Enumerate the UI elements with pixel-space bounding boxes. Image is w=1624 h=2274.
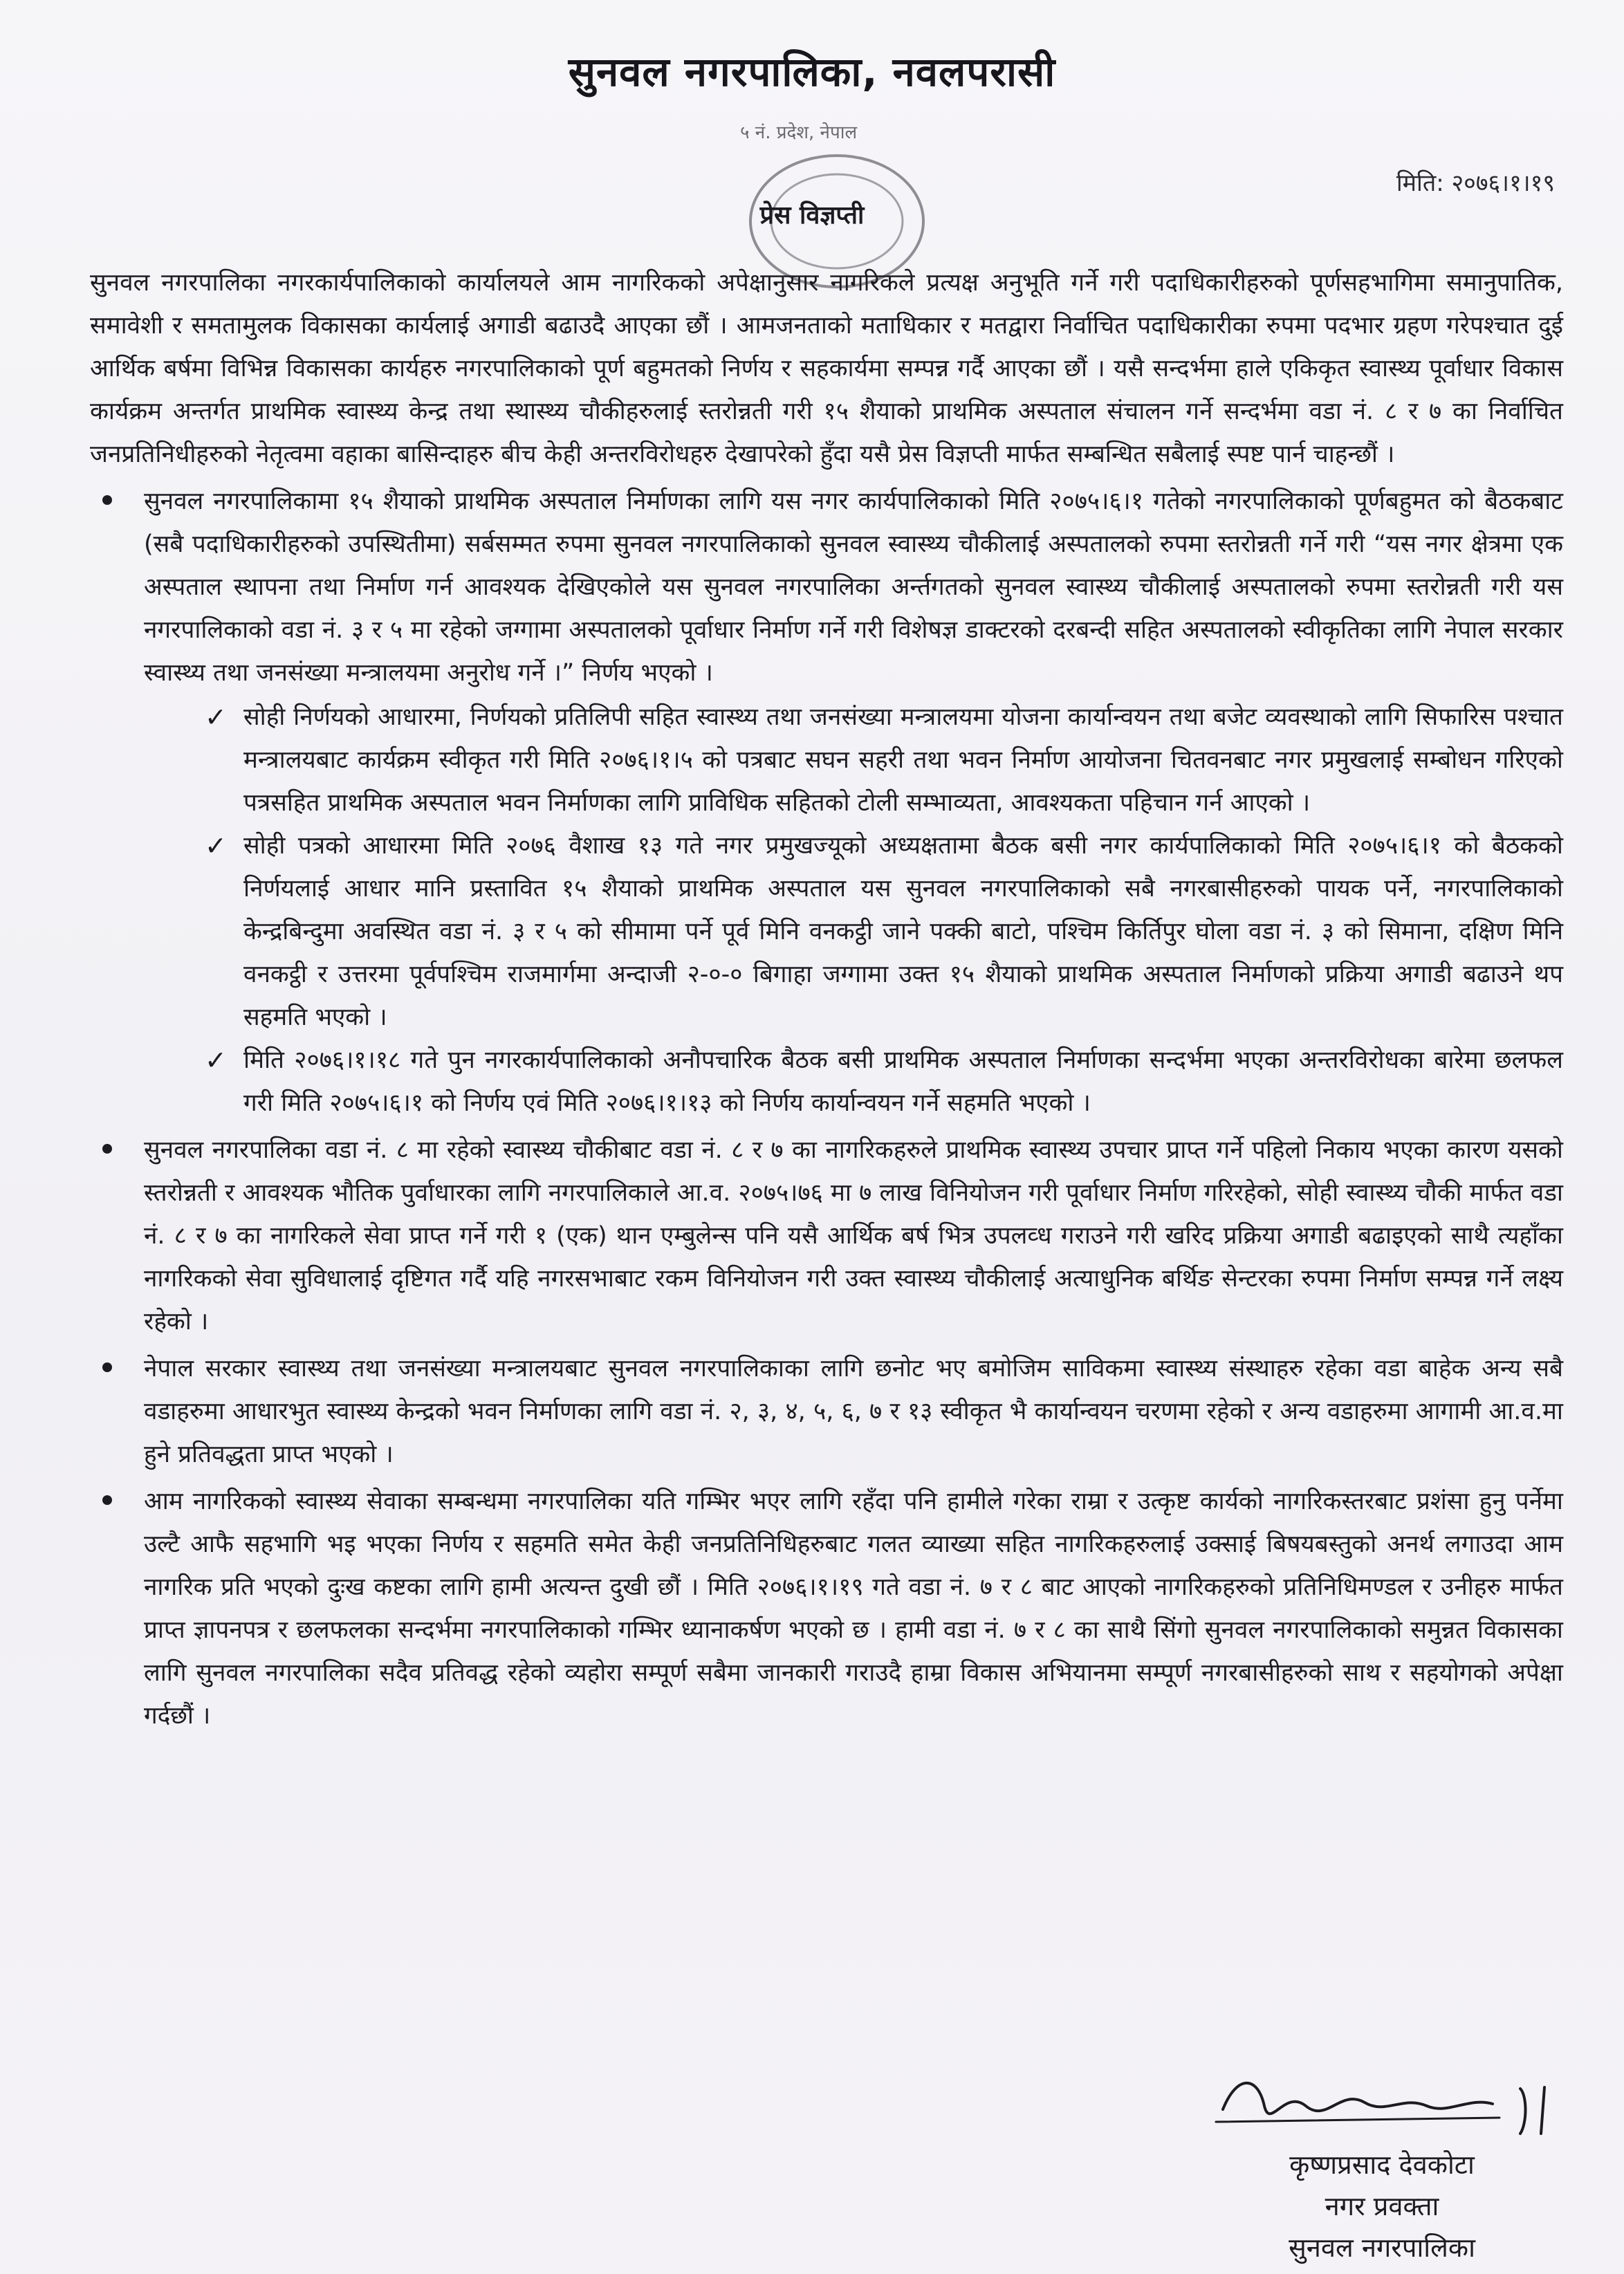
bullet-list (90, 480, 1563, 1737)
sub-item-text: मिति २०७६।१।१८ गते पुन नगरकार्यपालिकाको अनौपचारिक बैठक बसी प्राथमिक अस्पताल निर्माणका सन्दर्भमा भएका अन्तरविरोधका बारेमा छलफल गरी मिति २०७५।६।१ को निर्णय एवं मिति २०७६।१।१३ को निर्णय कार्यान्वयन गर्ने सहमति भएको । (243, 1046, 1563, 1117)
bullet-text: नेपाल सरकार स्वास्थ्य तथा जनसंख्या मन्त्रालयबाट सुनवल नगरपालिकाका लागि छनोट भए बमोजिम साविकमा स्वास्थ्य संस्थाहरु रहेका वडा बाहेक अन्य सबै वडाहरुमा आधारभुत स्वास्थ्य केन्द्रको भवन निर्माणका लागि वडा नं. २, ३, ४, ५, ६, ७ र १३ स्वीकृत भै कार्यान्वयन चरणमा रहेको र अन्य वडाहरुमा आगामी आ.व.मा हुने प्रतिवद्धता प्राप्त भएको । (144, 1355, 1563, 1468)
intro-paragraph: सुनवल नगरपालिका नगरकार्यपालिकाको कार्यालयले आम नागरिकको अपेक्षानुसार नागरिकले प्रत्यक्ष अनुभूति गर्ने गरी पदाधिकारीहरुको पूर्णसहभागिमा समानुपातिक, समावेशी र समतामुलक विकासका कार्यलाई अगाडी बढाउदै आएका छौं । आमजनताको मताधिकार र मतद्वारा निर्वाचित पदाधिकारीका रुपमा पदभार ग्रहण गरेपश्चात दुई आर्थिक बर्षमा विभिन्न विकासका कार्यहरु नगरपालिकाको पूर्ण बहुमतको निर्णय र सहकार्यमा सम्पन्न गर्दै आएका छौं । यसै सन्दर्भमा हाले एकिकृत स्वास्थ्य पूर्वाधार विकास कार्यक्रम अन्तर्गत प्राथमिक स्वास्थ्य केन्द्र तथा स्थास्थ्य चौकीहरुलाई स्तरोन्नती गरी १५ शैयाको प्राथमिक अस्पताल संचालन गर्ने सन्दर्भमा वडा नं. ८ र ७ का निर्वाचित जनप्रतिनिधीहरुको नेतृत्वमा वहाका बासिन्दाहरु बीच केही अन्तरविरोधहरु देखापरेको हुँदा यसै प्रेस विज्ञप्ती मार्फत सम्बन्धित सबैलाई स्पष्ट पार्न चाहन्छौं । (90, 269, 1563, 468)
press-release-heading: प्रेस विज्ञप्ती (759, 201, 865, 230)
check-mark-icon: ✓ (205, 1045, 227, 1075)
handwritten-signature (1195, 2068, 1569, 2144)
document-body (90, 261, 1563, 1737)
bullet-text: सुनवल नगरपालिकामा १५ शैयाको प्राथमिक अस्पताल निर्माणका लागि यस नगर कार्यपालिकाको मिति २०७५।६।१ गतेको नगरपालिकाको पूर्णबहुमत को बैठकबाट (सबै पदाधिकारीहरुको उपस्थितीमा) सर्बसम्मत रुपमा सुनवल नगरपालिकाको सुनवल स्वास्थ्य चौकीलाई अस्पतालको रुपमा स्तरोन्नती गर्ने गरी “यस नगर क्षेत्रमा एक अस्पताल स्थापना तथा निर्माण गर्न आवश्यक देखिएकोले यस सुनवल नगरपालिका अर्न्तगतको सुनवल स्वास्थ्य चौकीलाई अस्पतालको रुपमा स्तरोन्नती गरी यस नगरपालिकाको वडा नं. ३ र ५ मा रहेको जग्गामा अस्पतालको पूर्वाधार निर्माण गर्ने गरी विशेषज्ञ डाक्टरको दरबन्दी सहित अस्पतालको स्वीकृतिका लागि नेपाल सरकार स्वास्थ्य तथा जनसंख्या मन्त्रालयमा अनुरोध गर्ने ।” निर्णय भएको । (144, 488, 1564, 687)
bullet-dot-icon (102, 1495, 112, 1505)
sub-list (144, 696, 1563, 1125)
check-mark-icon: ✓ (205, 831, 227, 861)
sub-item (198, 824, 1563, 1039)
sub-item (198, 1039, 1563, 1125)
signatory-name: कृष्णप्रसाद देवकोटा (1289, 2150, 1475, 2180)
document-date: मिति: २०७६।१।१९ (1396, 169, 1555, 197)
bullet-item (90, 1480, 1563, 1737)
bullet-text: आम नागरिकको स्वास्थ्य सेवाका सम्बन्धमा नगरपालिका यति गम्भिर भएर लागि रहँदा पनि हामीले गरेका राम्रा र उत्कृष्ट कार्यको नागरिकस्तरबाट प्रशंसा हुनु पर्नेमा उल्टै आफै सहभागि भइ भएका निर्णय र सहमति समेत केही जनप्रतिनिधिहरुबाट गलत व्याख्या सहित नागरिकहरुलाई उक्साई बिषयबस्तुको अनर्थ लगाउदा आम नागरिक प्रति भएको दुःख कष्टका लागि हामी अत्यन्त दुखी छौं । मिति २०७६।१।१९ गते वडा नं. ७ र ८ बाट आएको नागरिकहरुको प्रतिनिधिमण्डल र उनीहरु मार्फत प्राप्त ज्ञापनपत्र र छलफलका सन्दर्भमा नगरपालिकाको गम्भिर ध्यानाकर्षण भएको छ । हामी वडा नं. ७ र ८ का साथै सिंगो सुनवल नगरपालिकाको समुन्नत विकासका लागि सुनवल नगरपालिका सदैव प्रतिवद्ध रहेको व्यहोरा सम्पूर्ण सबैमा जानकारी गराउदै हाम्रा विकास अभियानमा सम्पूर्ण नगरबासीहरुको साथ र सहयोगको अपेक्षा गर्दछौं । (144, 1488, 1563, 1730)
check-mark-icon: ✓ (205, 702, 227, 732)
signatory-organization: सुनवल नगरपालिका (1289, 2233, 1475, 2263)
bullet-item (90, 480, 1563, 1125)
bullet-item (90, 1347, 1563, 1476)
bullet-dot-icon (102, 495, 112, 505)
sub-item (198, 696, 1563, 824)
signatory-role: नगर प्रवक्ता (1325, 2191, 1439, 2221)
bullet-text: सुनवल नगरपालिका वडा नं. ८ मा रहेको स्वास्थ्य चौकीबाट वडा नं. ८ र ७ का नागरिकहरुले प्राथमिक स्वास्थ्य उपचार प्राप्त गर्ने पहिलो निकाय भएका कारण यसको स्तरोन्नती र आवश्यक भौतिक पुर्वाधारका लागि नगरपालिकाले आ.व. २०७५।७६ मा ७ लाख विनियोजन गरी पूर्वाधार निर्माण गरिरहेको, सोही स्वास्थ्य चौकी मार्फत वडा नं. ८ र ७ का नागरिकले सेवा प्राप्त गर्ने गरी १ (एक) थान एम्बुलेन्स पनि यसै आर्थिक बर्ष भित्र उपलव्ध गराउने गरी खरिद प्रक्रिया अगाडी बढाइएको साथै त्यहाँका नागरिकको सेवा सुविधालाई दृष्टिगत गर्दै यहि नगरसभाबाट रकम विनियोजन गरी उक्त स्वास्थ्य चौकीलाई अत्याधुनिक बर्थिङ सेन्टरका रुपमा निर्माण सम्पन्न गर्ने लक्ष्य रहेको । (144, 1136, 1563, 1335)
signature-block (1188, 2068, 1576, 2268)
sub-item-text: सोही निर्णयको आधारमा, निर्णयको प्रतिलिपी सहित स्वास्थ्य तथा जनसंख्या मन्त्रालयमा योजना कार्यान्वयन तथा बजेट व्यवस्थाको लागि सिफारिस पश्चात मन्त्रालयबाट कार्यक्रम स्वीकृत गरी मिति २०७६।१।५ को पत्रबाट सघन सहरी तथा भवन निर्माण आयोजना चितवनबाट नगर प्रमुखलाई सम्बोधन गरिएको पत्रसहित प्राथमिक अस्पताल भवन निर्माणका लागि प्राविधिक सहितको टोली सम्भाव्यता, आवश्यकता पहिचान गर्न आएको । (243, 703, 1563, 817)
bullet-dot-icon (102, 1362, 112, 1372)
bullet-dot-icon (102, 1144, 112, 1154)
stamp-text: ५ नं. प्रदेश, नेपाल (740, 122, 858, 143)
bullet-item (90, 1129, 1563, 1343)
document-title: सुनवल नगरपालिका, नवलपरासी (568, 48, 1056, 95)
sub-item-text: सोही पत्रको आधारमा मिति २०७६ वैशाख १३ गते नगर प्रमुखज्यूको अध्यक्षतामा बैठक बसी नगर कार्यपालिकाको मिति २०७५।६।१ को बैठकको निर्णयलाई आधार मानि प्रस्तावित १५ शैयाको प्राथमिक अस्पताल यस सुनवल नगरपालिकाको सबै नगरबासीहरुको पायक पर्ने, नगरपालिकाको केन्द्रबिन्दुमा अवस्थित वडा नं. ३ र ५ को सीमामा पर्ने पूर्व मिनि वनकट्ठी जाने पक्की बाटो, पश्चिम किर्तिपुर घोला वडा नं. ३ को सिमाना, दक्षिण मिनि वनकट्ठी र उत्तरमा पूर्वपश्चिम राजमार्गमा अन्दाजी २-०-० बिगाहा जग्गामा उक्त १५ शैयाको प्राथमिक अस्पताल निर्माणको प्रक्रिया अगाडी बढाउने थप सहमति भएको । (243, 832, 1563, 1031)
